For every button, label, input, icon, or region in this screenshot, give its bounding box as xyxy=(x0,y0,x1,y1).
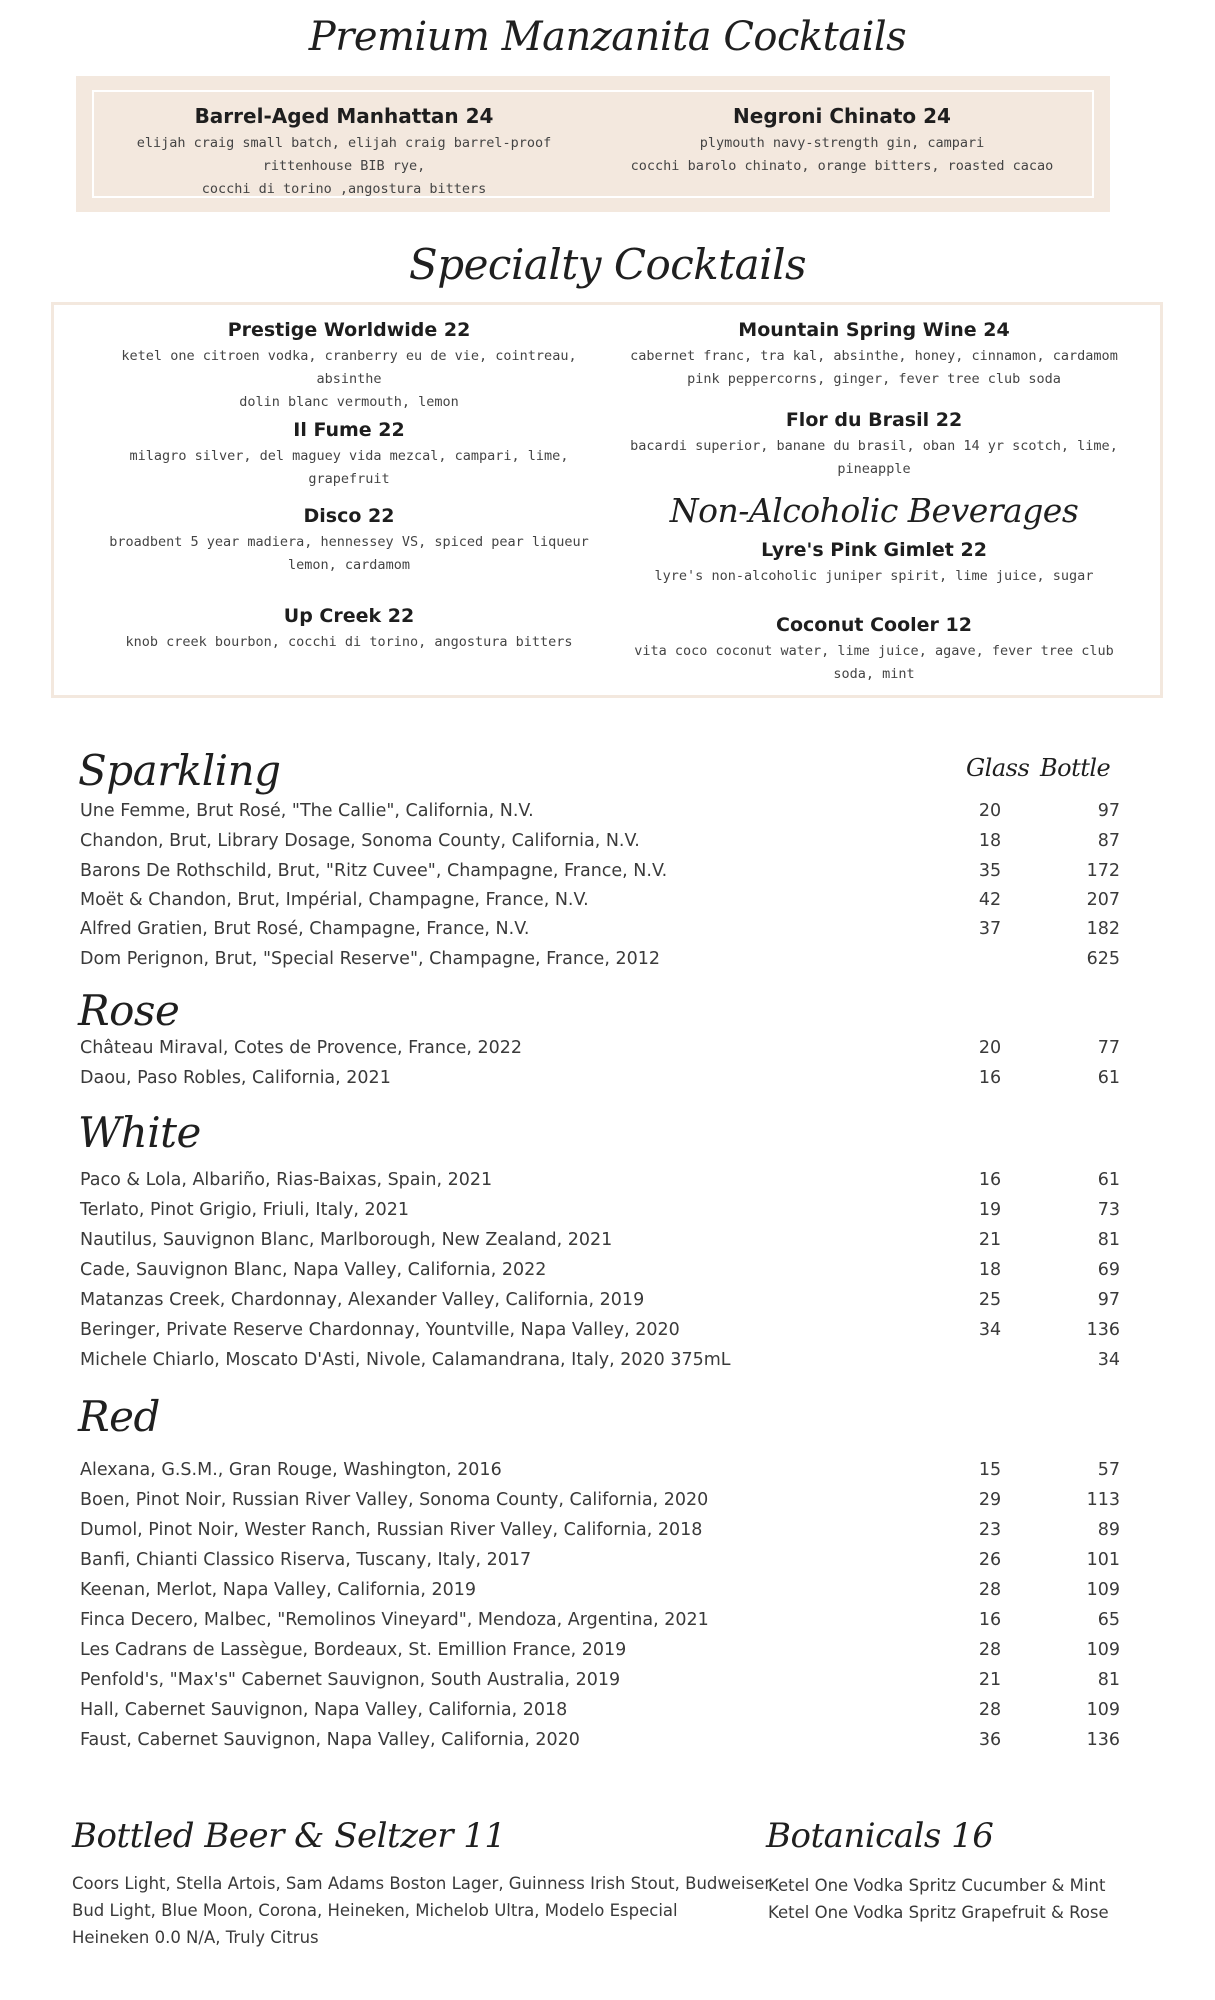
glass-price: 18 xyxy=(978,1260,1002,1280)
wine-row xyxy=(80,831,1120,861)
non-alcoholic-item xyxy=(614,539,1134,588)
glass-price: 28 xyxy=(978,1700,1002,1720)
glass-price: 37 xyxy=(978,919,1002,939)
glass-price: 23 xyxy=(978,1520,1002,1540)
glass-price: 29 xyxy=(978,1490,1002,1510)
specialty-item xyxy=(89,419,609,491)
wine-name: Penfold's, "Max's" Cabernet Sauvignon, South Australia, 2019 xyxy=(80,1670,621,1690)
non-alcoholic-title: Non-Alcoholic Beverages xyxy=(669,491,1079,530)
beverage-description: lyre's non-alcoholic juniper spirit, lime juice, sugar xyxy=(654,568,1094,584)
wine-row xyxy=(80,1550,1120,1580)
bottle-column-header: Bottle xyxy=(1040,754,1111,782)
cocktail-name: Disco 22 xyxy=(303,505,395,527)
section-title-red: Red xyxy=(78,1392,160,1441)
bottle-price: 172 xyxy=(1086,861,1120,881)
botanicals-line: Ketel One Vodka Spritz Grapefruit & Rose xyxy=(768,1903,1109,1922)
wine-name: Nautilus, Sauvignon Blanc, Marlborough, New Zealand, 2021 xyxy=(80,1230,613,1250)
cocktail-description: milagro silver, del maguey vida mezcal, campari, lime, grapefruit xyxy=(129,448,569,487)
wine-name: Barons De Rothschild, Brut, "Ritz Cuvee", Champagne, France, N.V. xyxy=(80,861,668,881)
botanicals-list xyxy=(768,1872,1109,1926)
wine-row xyxy=(80,1730,1120,1760)
bottle-price: 81 xyxy=(1097,1230,1120,1250)
cocktail-description: plymouth navy-strength gin, campari cocchi barolo chinato, orange bitters, roasted cacao xyxy=(630,135,1054,174)
wine-name: Faust, Cabernet Sauvignon, Napa Valley, California, 2020 xyxy=(80,1730,580,1750)
cocktail-description: ketel one citroen vodka, cranberry eu de vie, cointreau, absinthe dolin blanc vermouth, lemon xyxy=(121,348,577,410)
wine-name: Paco & Lola, Albariño, Rias-Baixas, Spain, 2021 xyxy=(80,1170,493,1190)
specialty-item xyxy=(89,605,609,654)
wine-row xyxy=(80,1068,1120,1098)
wine-row xyxy=(80,1320,1120,1350)
wine-name: Alexana, G.S.M., Gran Rouge, Washington, 2016 xyxy=(80,1460,502,1480)
beverage-description: vita coco coconut water, lime juice, agave, fever tree club soda, mint xyxy=(634,643,1114,682)
wine-name: Dumol, Pinot Noir, Wester Ranch, Russian River Valley, California, 2018 xyxy=(80,1520,703,1540)
beer-line: Coors Light, Stella Artois, Sam Adams Boston Lager, Guinness Irish Stout, Budweiser xyxy=(72,1874,772,1893)
non-alcoholic-item xyxy=(614,614,1134,686)
glass-price: 20 xyxy=(978,801,1002,821)
wine-name: Une Femme, Brut Rosé, "The Callie", California, N.V. xyxy=(80,801,534,821)
glass-price: 26 xyxy=(978,1550,1002,1570)
cocktail-name: Mountain Spring Wine 24 xyxy=(738,319,1010,341)
wine-row xyxy=(80,1580,1120,1610)
wine-row xyxy=(80,1520,1120,1550)
glass-price: 16 xyxy=(978,1170,1002,1190)
wine-row xyxy=(80,1350,1120,1380)
wine-row xyxy=(80,1260,1120,1290)
bottle-price: 77 xyxy=(1097,1038,1120,1058)
wine-name: Château Miraval, Cotes de Provence, France, 2022 xyxy=(80,1038,523,1058)
glass-price: 25 xyxy=(978,1290,1002,1310)
cocktail-name: Negroni Chinato 24 xyxy=(733,104,951,128)
botanicals-title: Botanicals 16 xyxy=(766,1816,994,1856)
premium-cocktails-box xyxy=(76,76,1110,212)
bottle-price: 109 xyxy=(1086,1640,1120,1660)
bottle-price: 625 xyxy=(1086,949,1120,969)
glass-price: 28 xyxy=(978,1640,1002,1660)
glass-price: 42 xyxy=(978,890,1002,910)
wine-row xyxy=(80,801,1120,831)
wine-row xyxy=(80,1700,1120,1730)
bottle-price: 113 xyxy=(1086,1490,1120,1510)
bottle-price: 61 xyxy=(1097,1068,1120,1088)
wine-name: Michele Chiarlo, Moscato D'Asti, Nivole, Calamandrana, Italy, 2020 375mL xyxy=(80,1350,731,1370)
beer-seltzer-title: Bottled Beer & Seltzer 11 xyxy=(72,1816,506,1856)
glass-price: 36 xyxy=(978,1730,1002,1750)
wine-row xyxy=(80,1610,1120,1640)
glass-price: 21 xyxy=(978,1670,1002,1690)
bottle-price: 69 xyxy=(1097,1260,1120,1280)
specialty-item xyxy=(614,319,1134,391)
specialty-item xyxy=(614,409,1134,481)
premium-inner-border xyxy=(92,90,1094,198)
wine-name: Dom Perignon, Brut, "Special Reserve", Champagne, France, 2012 xyxy=(80,949,660,969)
specialty-item xyxy=(89,505,609,577)
glass-price: 34 xyxy=(978,1320,1002,1340)
wine-name: Chandon, Brut, Library Dosage, Sonoma County, California, N.V. xyxy=(80,831,640,851)
premium-item xyxy=(602,104,1082,178)
specialty-item xyxy=(89,319,609,414)
bottle-price: 65 xyxy=(1097,1610,1120,1630)
glass-price: 15 xyxy=(978,1460,1002,1480)
wine-name: Banfi, Chianti Classico Riserva, Tuscany, Italy, 2017 xyxy=(80,1550,532,1570)
cocktail-description: cabernet franc, tra kal, absinthe, honey, cinnamon, cardamom pink peppercorns, ginger, fever tree club soda xyxy=(630,348,1118,387)
bottle-price: 97 xyxy=(1097,1290,1120,1310)
bottle-price: 182 xyxy=(1086,919,1120,939)
wine-row xyxy=(80,1640,1120,1670)
bottle-price: 109 xyxy=(1086,1580,1120,1600)
wine-name: Hall, Cabernet Sauvignon, Napa Valley, California, 2018 xyxy=(80,1700,568,1720)
wine-row xyxy=(80,1038,1120,1068)
wine-row xyxy=(80,949,1120,979)
wine-name: Matanzas Creek, Chardonnay, Alexander Valley, California, 2019 xyxy=(80,1290,645,1310)
bottle-price: 101 xyxy=(1086,1550,1120,1570)
wine-row xyxy=(80,1670,1120,1700)
bottle-price: 57 xyxy=(1097,1460,1120,1480)
bottle-price: 89 xyxy=(1097,1520,1120,1540)
wine-name: Boen, Pinot Noir, Russian River Valley, Sonoma County, California, 2020 xyxy=(80,1490,709,1510)
cocktail-name: Flor du Brasil 22 xyxy=(785,409,963,431)
bottle-price: 61 xyxy=(1097,1170,1120,1190)
bottle-price: 81 xyxy=(1097,1670,1120,1690)
glass-price: 35 xyxy=(978,861,1002,881)
cocktail-description: bacardi superior, banane du brasil, oban 14 yr scotch, lime, pineapple xyxy=(630,438,1118,477)
glass-price: 20 xyxy=(978,1038,1002,1058)
specialty-cocktails-box xyxy=(51,302,1163,698)
section-title-rose: Rose xyxy=(78,986,180,1035)
cocktail-name: Prestige Worldwide 22 xyxy=(227,319,471,341)
bottle-price: 87 xyxy=(1097,831,1120,851)
cocktail-description: elijah craig small batch, elijah craig barrel-proof rittenhouse BIB rye, cocchi di torino ,angostura bitters xyxy=(136,135,552,197)
wine-row xyxy=(80,1230,1120,1260)
glass-price: 16 xyxy=(978,1068,1002,1088)
glass-price: 19 xyxy=(978,1200,1002,1220)
beverage-name: Coconut Cooler 12 xyxy=(776,614,972,636)
bottle-price: 136 xyxy=(1086,1730,1120,1750)
section-title-white: White xyxy=(78,1108,201,1157)
beer-list xyxy=(72,1870,771,1951)
wine-row xyxy=(80,861,1120,891)
premium-cocktails-title: Premium Manzanita Cocktails xyxy=(308,14,907,60)
wine-name: Terlato, Pinot Grigio, Friuli, Italy, 2021 xyxy=(80,1200,410,1220)
wine-row xyxy=(80,919,1120,949)
specialty-cocktails-title: Specialty Cocktails xyxy=(408,240,807,289)
bottle-price: 97 xyxy=(1097,801,1120,821)
wine-row xyxy=(80,1200,1120,1230)
glass-column-header: Glass xyxy=(966,754,1030,782)
cocktail-description: knob creek bourbon, cocchi di torino, angostura bitters xyxy=(125,634,573,650)
wine-row xyxy=(80,1170,1120,1200)
wine-name: Keenan, Merlot, Napa Valley, California, 2019 xyxy=(80,1580,477,1600)
wine-row xyxy=(80,1290,1120,1320)
wine-row xyxy=(80,1460,1120,1490)
beer-line: Heineken 0.0 N/A, Truly Citrus xyxy=(72,1928,319,1947)
beer-line: Bud Light, Blue Moon, Corona, Heineken, Michelob Ultra, Modelo Especial xyxy=(72,1901,678,1920)
cocktail-description: broadbent 5 year madiera, hennessey VS, spiced pear liqueur lemon, cardamom xyxy=(109,534,589,573)
wine-name: Finca Decero, Malbec, "Remolinos Vineyard", Mendoza, Argentina, 2021 xyxy=(80,1610,709,1630)
bottle-price: 207 xyxy=(1086,890,1120,910)
botanicals-line: Ketel One Vodka Spritz Cucumber & Mint xyxy=(768,1876,1106,1895)
wine-name: Beringer, Private Reserve Chardonnay, Yountville, Napa Valley, 2020 xyxy=(80,1320,680,1340)
wine-name: Alfred Gratien, Brut Rosé, Champagne, France, N.V. xyxy=(80,919,530,939)
premium-item xyxy=(104,104,584,201)
beverage-name: Lyre's Pink Gimlet 22 xyxy=(761,539,987,561)
bottle-price: 136 xyxy=(1086,1320,1120,1340)
cocktail-name: Barrel-Aged Manhattan 24 xyxy=(194,104,494,128)
glass-price: 28 xyxy=(978,1580,1002,1600)
section-title-sparkling: Sparkling xyxy=(78,746,281,795)
glass-price: 21 xyxy=(978,1230,1002,1250)
cocktail-name: Il Fume 22 xyxy=(293,419,405,441)
wine-name: Les Cadrans de Lassègue, Bordeaux, St. Emillion France, 2019 xyxy=(80,1640,627,1660)
wine-row xyxy=(80,1490,1120,1520)
bottle-price: 34 xyxy=(1097,1350,1120,1370)
wine-name: Daou, Paso Robles, California, 2021 xyxy=(80,1068,391,1088)
bottle-price: 73 xyxy=(1097,1200,1120,1220)
cocktail-name: Up Creek 22 xyxy=(283,605,415,627)
bottle-price: 109 xyxy=(1086,1700,1120,1720)
wine-name: Moët & Chandon, Brut, Impérial, Champagne, France, N.V. xyxy=(80,890,589,910)
wine-name: Cade, Sauvignon Blanc, Napa Valley, California, 2022 xyxy=(80,1260,547,1280)
glass-price: 16 xyxy=(978,1610,1002,1630)
glass-price: 18 xyxy=(978,831,1002,851)
wine-row xyxy=(80,890,1120,920)
